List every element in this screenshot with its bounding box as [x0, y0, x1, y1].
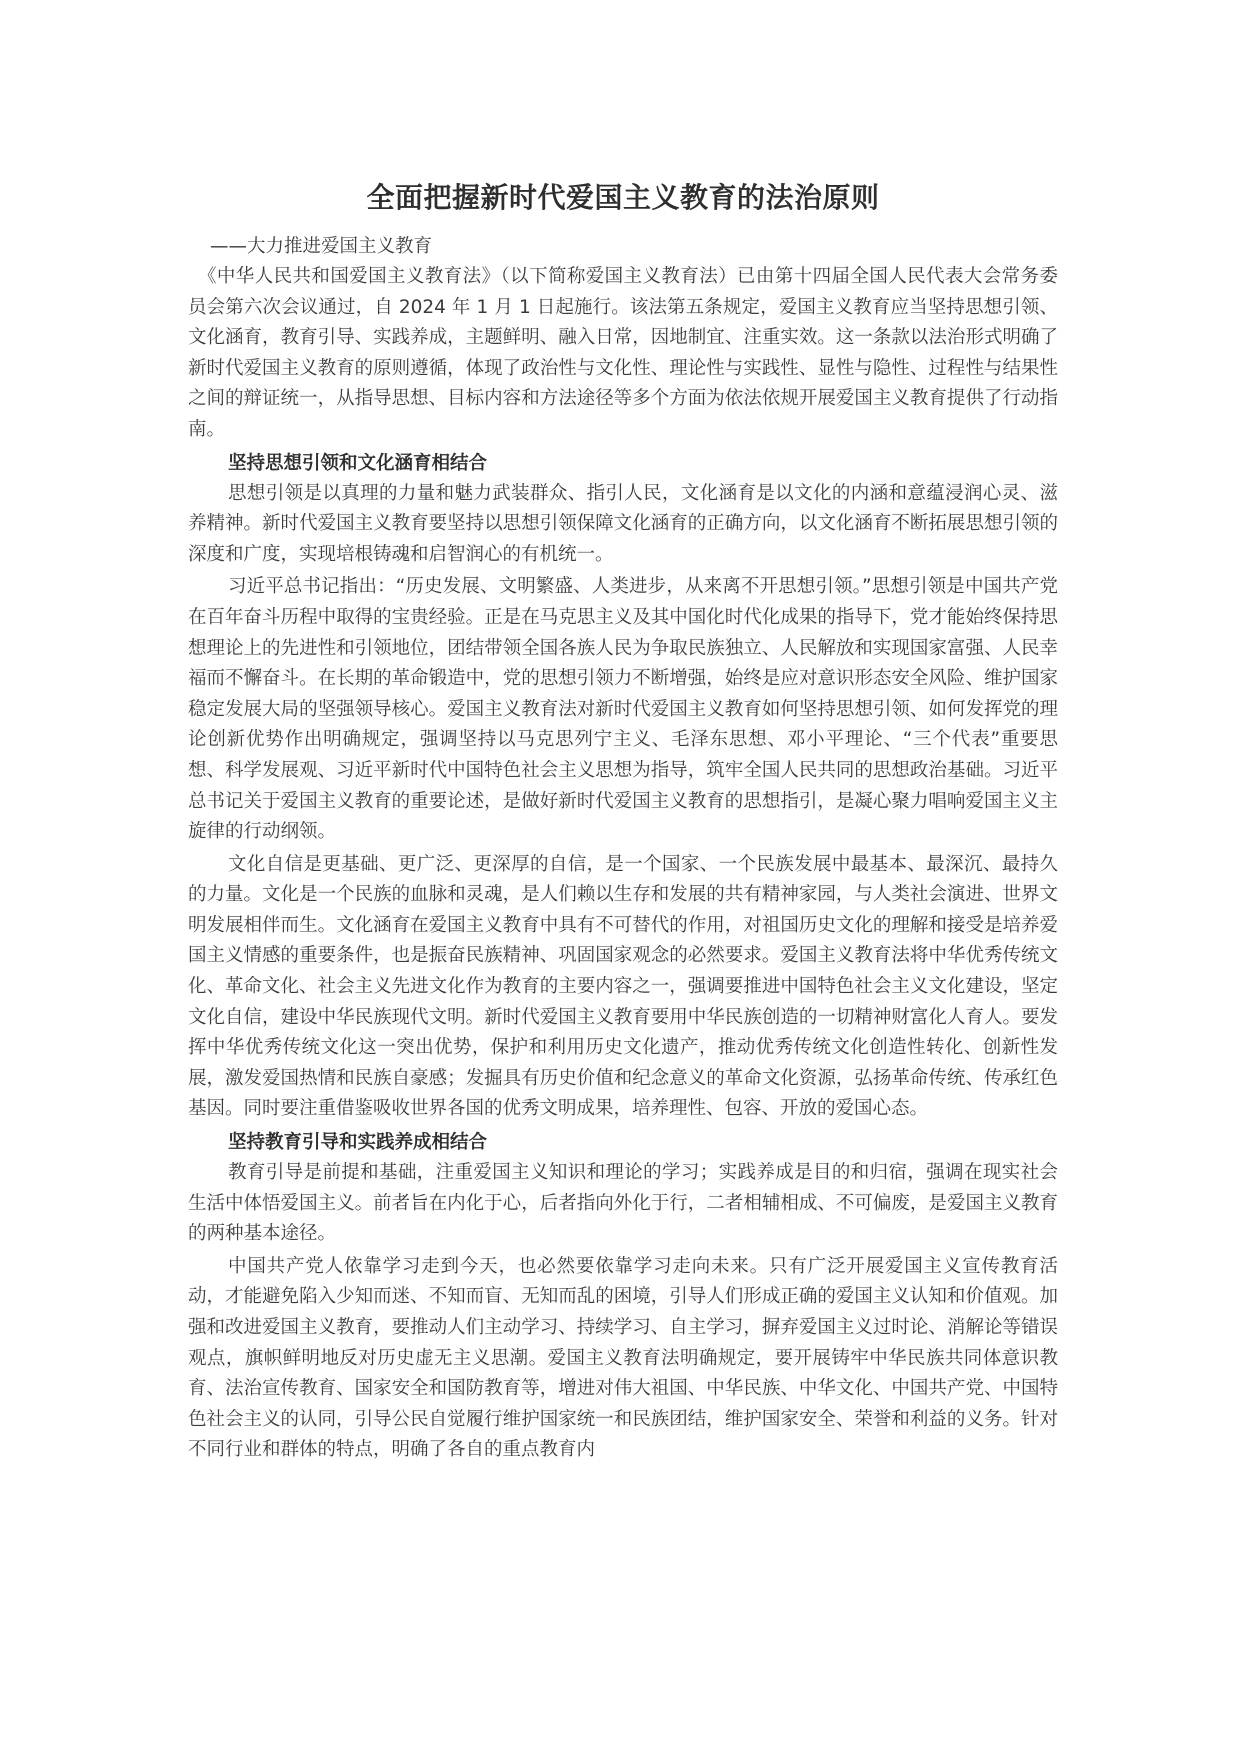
section2-paragraph-1: 教育引导是前提和基础，注重爱国主义知识和理论的学习；实践养成是目的和归宿，强调在现实社会生活中体悟爱国主义。前者旨在内化于心，后者指向外化于行，二者相辅相成、不可偏废，是爱国主义教育的两种基本途径。	[188, 1162, 1058, 1245]
section-heading-1: 坚持思想引领和文化涵育相结合	[228, 452, 488, 474]
article-subtitle: ——大力推进爱国主义教育	[210, 236, 433, 257]
intro-paragraph: 《中华人民共和国爱国主义教育法》（以下简称爱国主义教育法）已由第十四届全国人民代表大会常务委员会第六次会议通过，自 2024 年 1 月 1 日起施行。该法第五条规定，爱国主义教育应当坚持思想引领、文化涵育，教育引导、实践养成，主题鲜明、融入日常，因地制宜、注重实效。这一条款以法治形式明确了新时代爱国主义教育的原则遵循，体现了政治性与文化性、理论性与实践性、显性与隐性、过程性与结果性之间的辩证统一，从指导思想、目标内容和方法途径等多个方面为依法依规开展爱国主义教育提供了行动指南。	[188, 266, 1058, 440]
article-body	[188, 176, 1058, 1468]
section1-paragraph-3: 文化自信是更基础、更广泛、更深厚的自信，是一个国家、一个民族发展中最基本、最深沉、最持久的力量。文化是一个民族的血脉和灵魂，是人们赖以生存和发展的共有精神家园，与人类社会演进、世界文明发展相伴而生。文化涵育在爱国主义教育中具有不可替代的作用，对祖国历史文化的理解和接受是培养爱国主义情感的重要条件，也是振奋民族精神、巩固国家观念的必然要求。爱国主义教育法将中华优秀传统文化、革命文化、社会主义先进文化作为教育的主要内容之一，强调要推进中国特色社会主义文化建设，坚定文化自信，建设中华民族现代文明。新时代爱国主义教育要用中华民族创造的一切精神财富化人育人。要发挥中华优秀传统文化这一突出优势，保护和利用历史文化遗产，推动优秀传统文化创造性转化、创新性发展，激发爱国热情和民族自豪感；发掘具有历史价值和纪念意义的革命文化资源，弘扬革命传统、传承红色基因。同时要注重借鉴吸收世界各国的优秀文明成果，培养理性、包容、开放的爱国心态。	[188, 853, 1058, 1120]
section-heading-2: 坚持教育引导和实践养成相结合	[228, 1132, 488, 1154]
section2-paragraph-2: 中国共产党人依靠学习走到今天，也必然要依靠学习走向未来。只有广泛开展爱国主义宣传教育活动，才能避免陷入少知而迷、不知而盲、无知而乱的困境，引导人们形成正确的爱国主义认知和价值观。加强和改进爱国主义教育，要推动人们主动学习、持续学习、自主学习，摒弃爱国主义过时论、消解论等错误观点，旗帜鲜明地反对历史虚无主义思潮。爱国主义教育法明确规定，要开展铸牢中华民族共同体意识教育、法治宣传教育、国家安全和国防教育等，增进对伟大祖国、中华民族、中华文化、中国共产党、中国特色社会主义的认同，引导公民自觉履行维护国家统一和民族团结，维护国家安全、荣誉和利益的义务。针对不同行业和群体的特点，明确了各自的重点教育内	[188, 1255, 1058, 1461]
section1-paragraph-1: 思想引领是以真理的力量和魅力武装群众、指引人民，文化涵育是以文化的内涵和意蕴浸润心灵、滋养精神。新时代爱国主义教育要坚持以思想引领保障文化涵育的正确方向，以文化涵育不断拓展思想引领的深度和广度，实现培根铸魂和启智润心的有机统一。	[188, 482, 1058, 565]
section1-paragraph-2: 习近平总书记指出：“历史发展、文明繁盛、人类进步，从来离不开思想引领。”思想引领是中国共产党在百年奋斗历程中取得的宝贵经验。正是在马克思主义及其中国化时代化成果的指导下，党才能始终保持思想理论上的先进性和引领地位，团结带领全国各族人民为争取民族独立、人民解放和实现国家富强、人民幸福而不懈奋斗。在长期的革命锻造中，党的思想引领力不断增强，始终是应对意识形态安全风险、维护国家稳定发展大局的坚强领导核心。爱国主义教育法对新时代爱国主义教育如何坚持思想引领、如何发挥党的理论创新优势作出明确规定，强调坚持以马克思列宁主义、毛泽东思想、邓小平理论、“三个代表”重要思想、科学发展观、习近平新时代中国特色社会主义思想为指导，筑牢全国人民共同的思想政治基础。习近平总书记关于爱国主义教育的重要论述，是做好新时代爱国主义教育的思想指引，是凝心聚力唱响爱国主义主旋律的行动纲领。	[188, 576, 1058, 843]
page-title: 全面把握新时代爱国主义教育的法治原则	[366, 181, 880, 214]
